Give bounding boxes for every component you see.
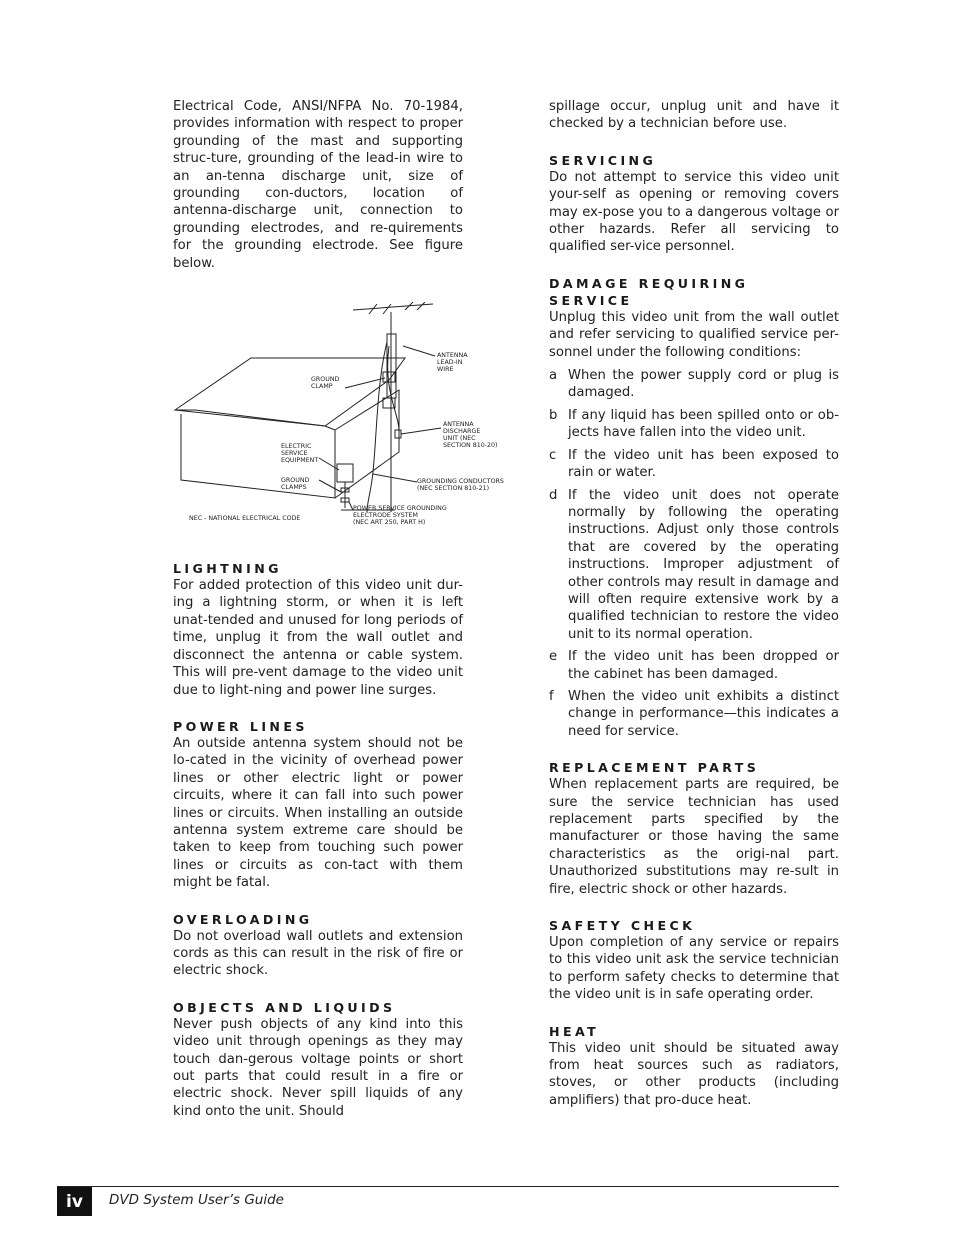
label-nec: NEC - NATIONAL ELECTRICAL CODE bbox=[189, 515, 301, 523]
label-antenna: ANTENNA bbox=[437, 352, 468, 360]
svg-text:SECTION 810-20): SECTION 810-20) bbox=[443, 442, 498, 450]
heat-heading: HEAT bbox=[549, 1023, 600, 1039]
label-grounding-conductors: GROUNDING CONDUCTORS bbox=[417, 478, 504, 486]
label-power-service: POWER SERVICE GROUNDING bbox=[353, 505, 447, 513]
list-letter: c bbox=[549, 447, 557, 463]
power-lines-body: An outside antenna system should not be lo-cated in the vicinity of overhead power lines or other electric light or power circuits, where it can fall into such power lines or circuits. When installing an outside antenna system extreme care should be taken to keep from touching such power lines or circuits as con-tact with them might be fatal. bbox=[173, 735, 463, 891]
heat-section bbox=[549, 1023, 839, 1110]
list-item bbox=[549, 367, 839, 402]
objects-body: Never push objects of any kind into this video unit through openings as they may touch dan-gerous voltage points or short out parts that could result in a fire or electric shock. Never spill liquids of any kind onto the unit. Should bbox=[173, 1016, 463, 1119]
list-text: When the video unit exhibits a distinct change in performance—this indicates a need for service. bbox=[568, 688, 839, 739]
svg-text:LEAD-IN: LEAD-IN bbox=[437, 359, 463, 367]
label-ground-clamps: GROUND bbox=[281, 477, 310, 485]
list-letter: e bbox=[549, 649, 558, 665]
replacement-heading: REPLACEMENT PARTS bbox=[549, 760, 760, 776]
svg-text:SERVICE: SERVICE bbox=[281, 450, 308, 458]
list-text: When the power supply cord or plug is damaged. bbox=[568, 368, 839, 401]
objects-section bbox=[173, 999, 463, 1120]
right-column bbox=[549, 98, 839, 1128]
servicing-body: Do not attempt to service this video unit your-self as opening or removing covers may ex-pose you to a dangerous voltage or other hazards. Refer all servicing to qualified ser-vice personnel. bbox=[549, 169, 839, 255]
svg-text:EQUIPMENT: EQUIPMENT bbox=[281, 457, 319, 465]
list-letter: f bbox=[549, 688, 554, 704]
intro-paragraph: Electrical Code, ANSI/NFPA No. 70-1984, provides information with respect to proper grounding of the mast and supporting struc-ture, grounding of the lead-in wire to an an-tenna discharge unit, size of grounding con-ductors, location of antenna-discharge unit, connection to grounding electrodes, and re-quirements for the grounding electrode. See figure below. bbox=[173, 99, 463, 271]
overloading-body: Do not overload wall outlets and extension cords as this can result in the risk of fire or electric shock. bbox=[173, 928, 463, 979]
damage-body: Unplug this video unit from the wall outlet and refer servicing to qualified service per-sonnel under the following conditions: bbox=[549, 309, 839, 360]
replacement-body: When replacement parts are required, be sure the service technician has used replacement parts specified by the manufacturer or those having the same characteristics as the origi-nal part. Unauthorized substitutions may re-sult in fire, electric shock or other hazards. bbox=[549, 777, 839, 897]
svg-text:WIRE: WIRE bbox=[437, 366, 454, 374]
list-item bbox=[549, 487, 839, 644]
list-letter: a bbox=[549, 368, 558, 384]
objects-heading: OBJECTS AND LIQUIDS bbox=[173, 999, 396, 1015]
list-text: If the video unit has been dropped or the cabinet has been damaged. bbox=[568, 649, 839, 682]
list-item bbox=[549, 447, 839, 482]
continued-section bbox=[549, 98, 839, 133]
list-item bbox=[549, 407, 839, 442]
servicing-section bbox=[549, 152, 839, 256]
servicing-heading: SERVICING bbox=[549, 152, 657, 168]
damage-section bbox=[549, 275, 839, 740]
safety-body: Upon completion of any service or repairs to this video unit ask the service technician to perform safety checks to determine that the video unit is in safe operating order. bbox=[549, 935, 839, 1003]
damage-heading: DAMAGE REQUIRING SERVICE bbox=[549, 275, 749, 308]
svg-text:(NEC SECTION 810-21): (NEC SECTION 810-21) bbox=[417, 485, 490, 493]
lightning-section bbox=[173, 560, 463, 699]
safety-section bbox=[549, 917, 839, 1004]
label-ground-clamp: GROUND bbox=[311, 376, 340, 384]
list-text: If any liquid has been spilled onto or ob-jects have fallen into the video unit. bbox=[568, 407, 839, 441]
svg-text:(NEC ART 250, PART H): (NEC ART 250, PART H) bbox=[353, 519, 426, 527]
power-lines-heading: POWER LINES bbox=[173, 718, 308, 734]
safety-heading: SAFETY CHECK bbox=[549, 918, 696, 934]
power-lines-section bbox=[173, 718, 463, 892]
house-roof bbox=[175, 358, 405, 426]
damage-list bbox=[549, 367, 839, 740]
footer-rule bbox=[57, 1186, 839, 1187]
left-column bbox=[173, 98, 504, 1139]
list-letter: b bbox=[549, 407, 558, 423]
list-text: If the video unit does not operate normally by following the operating instructions. Adjust only those controls that are covered by the operating instructions. Improper adjustment of other controls may result in damage and will often require extensive work by a qualified technician to restore the video unit to its normal operation. bbox=[568, 487, 839, 642]
heat-body: This video unit should be situated away from heat sources such as radiators, stoves, or other products (including amplifiers) that pro-duce heat. bbox=[549, 1040, 839, 1108]
lightning-body: For added protection of this video unit dur-ing a lightning storm, or when it is left unat-tended and unused for long periods of time, unplug it from the wall outlet and disconnect the antenna or cable system. This will pre-vent damage to the video unit due to light-ning and power line surges. bbox=[173, 578, 463, 698]
svg-text:CLAMP: CLAMP bbox=[311, 383, 333, 391]
list-item bbox=[549, 648, 839, 683]
overloading-heading: OVERLOADING bbox=[173, 911, 313, 927]
svg-text:CLAMPS: CLAMPS bbox=[281, 484, 307, 492]
continued-text: spillage occur, unplug unit and have it checked by a technician before use. bbox=[549, 99, 839, 132]
list-letter: d bbox=[549, 487, 558, 503]
list-text: If the video unit has been exposed to rain or water. bbox=[568, 447, 839, 481]
footer-title: DVD System User’s Guide bbox=[109, 1192, 284, 1208]
replacement-section bbox=[549, 759, 839, 898]
label-discharge-unit: ANTENNA bbox=[443, 421, 474, 429]
house-front-wall bbox=[181, 414, 335, 498]
svg-text:ELECTRODE SYSTEM: ELECTRODE SYSTEM bbox=[353, 512, 418, 520]
svg-text:DISCHARGE: DISCHARGE bbox=[443, 428, 481, 436]
lightning-heading: LIGHTNING bbox=[173, 561, 282, 577]
page-number-badge: iv bbox=[57, 1187, 92, 1216]
label-electric-service: ELECTRIC bbox=[281, 443, 312, 451]
svg-text:UNIT (NEC: UNIT (NEC bbox=[443, 435, 476, 443]
list-item bbox=[549, 688, 839, 740]
antenna-grounding-figure bbox=[173, 302, 518, 532]
overloading-section bbox=[173, 911, 463, 980]
